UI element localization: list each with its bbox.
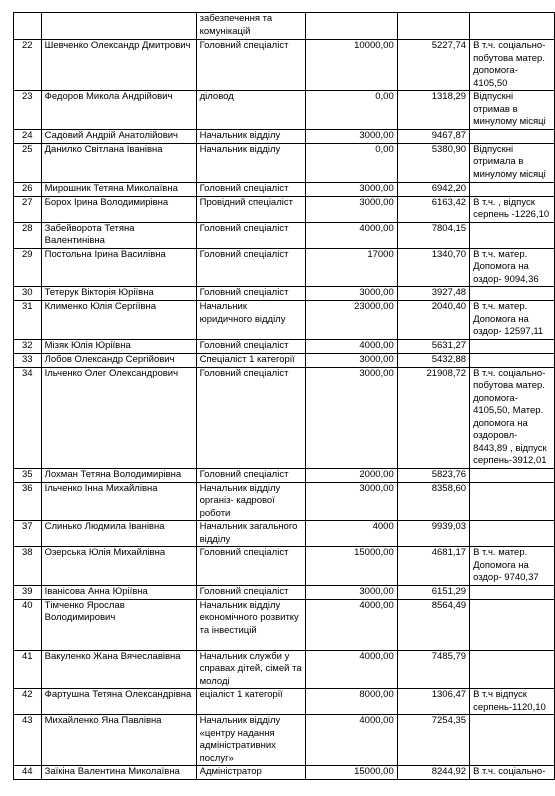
note-cell [470,287,555,301]
amount-b-cell: 5823,76 [397,468,469,482]
position-title-cell: діловод [196,91,305,130]
table-row [14,599,555,650]
row-number-cell: 31 [14,301,42,340]
amount-b-cell: 5432,88 [397,353,469,367]
table-row [14,129,555,143]
position-title-cell: забезпечення та комунікацій [196,13,305,40]
row-number-cell: 40 [14,599,42,650]
table-row [14,689,555,715]
amount-b-cell: 8564,49 [397,599,469,650]
position-title-cell: Начальник юридичного відділу [196,301,305,340]
employee-name-cell: Федоров Микола Андрійович [41,91,196,130]
row-number-cell: 22 [14,40,42,91]
table-row [14,353,555,367]
note-cell [470,599,555,650]
row-number-cell: 32 [14,339,42,353]
note-cell: В т.ч. соціально-побутова матер. допомога- 4105,50, Матер. допомога на оздоровл- 8443,89 , відпуск серпень-3912,01 [470,367,555,468]
table-row [14,287,555,301]
note-cell [470,222,555,248]
amount-b-cell: 1318,29 [397,91,469,130]
position-title-cell: Головний спеціаліст [196,222,305,248]
amount-a-cell: 15000,00 [305,766,397,780]
amount-b-cell: 21908,72 [397,367,469,468]
position-title-cell: еціаліст 1 категорії [196,689,305,715]
position-title-cell: Головний спеціаліст [196,339,305,353]
row-number-cell: 42 [14,689,42,715]
amount-a-cell: 3000,00 [305,287,397,301]
amount-a-cell: 4000,00 [305,599,397,650]
employee-name-cell: Заїкіна Валентина Миколаївна [41,766,196,780]
employee-name-cell [41,13,196,40]
amount-b-cell: 6163,42 [397,196,469,222]
row-number-cell: 39 [14,585,42,599]
row-number-cell: 23 [14,91,42,130]
row-number-cell: 27 [14,196,42,222]
amount-a-cell: 23000,00 [305,301,397,340]
employee-name-cell: Фартушна Тетяна Олександрівна [41,689,196,715]
note-cell: В т.ч. матер. Допомога на оздор- 9094,36 [470,248,555,287]
employee-name-cell: Тімченко Ярослав Володимирович [41,599,196,650]
position-title-cell: Начальник служби у справах дітей, сімей та молоді [196,650,305,689]
amount-a-cell: 4000,00 [305,715,397,766]
amount-a-cell: 3000,00 [305,585,397,599]
amount-a-cell [305,13,397,40]
amount-b-cell: 6151,29 [397,585,469,599]
table-row [14,196,555,222]
amount-a-cell: 2000,00 [305,468,397,482]
table-row [14,715,555,766]
amount-a-cell: 0,00 [305,91,397,130]
table-row [14,40,555,91]
amount-a-cell: 10000,00 [305,40,397,91]
employee-name-cell: Мирошник Тетяна Миколаївна [41,182,196,196]
note-cell [470,339,555,353]
employee-name-cell: Данилко Світлана Іванівна [41,143,196,182]
table-row [14,650,555,689]
row-number-cell: 37 [14,521,42,547]
amount-a-cell: 3000,00 [305,353,397,367]
employee-name-cell: Ільченко Олег Олександрович [41,367,196,468]
row-number-cell: 28 [14,222,42,248]
position-title-cell: Головний спеціаліст [196,287,305,301]
employee-name-cell: Озерська Юлія Михайлівна [41,547,196,586]
table-row [14,468,555,482]
employee-name-cell: Михайленко Яна Павлівна [41,715,196,766]
amount-a-cell: 3000,00 [305,367,397,468]
amount-a-cell: 17000 [305,248,397,287]
note-cell [470,129,555,143]
row-number-cell: 41 [14,650,42,689]
table-row [14,301,555,340]
amount-a-cell: 4000,00 [305,339,397,353]
row-number-cell: 24 [14,129,42,143]
employee-name-cell: Садовий Андрій Анатолійович [41,129,196,143]
amount-b-cell: 1340,70 [397,248,469,287]
note-cell: В т.ч. матер. Допомога на оздор- 12597,11 [470,301,555,340]
row-number-cell: 43 [14,715,42,766]
note-cell: В т.ч. матер. Допомога на оздор- 9740,37 [470,547,555,586]
amount-b-cell: 1306,47 [397,689,469,715]
row-number-cell [14,13,42,40]
table-row [14,182,555,196]
amount-b-cell [397,13,469,40]
employee-name-cell: Слинько Людмила Іванівна [41,521,196,547]
amount-a-cell: 8000,00 [305,689,397,715]
note-cell [470,182,555,196]
amount-a-cell: 15000,00 [305,547,397,586]
row-number-cell: 36 [14,482,42,521]
row-number-cell: 35 [14,468,42,482]
amount-b-cell: 7254,35 [397,715,469,766]
salary-table [13,12,555,780]
employee-name-cell: Лохман Тетяна Володимирівна [41,468,196,482]
employee-name-cell: Вакуленко Жана Вячеславівна [41,650,196,689]
employee-name-cell: Іванісова Анна Юріївна [41,585,196,599]
position-title-cell: Головний спеціаліст [196,40,305,91]
amount-b-cell: 2040,40 [397,301,469,340]
position-title-cell: Головний спеціаліст [196,367,305,468]
table-row [14,222,555,248]
table-row [14,143,555,182]
position-title-cell: Головний спеціаліст [196,182,305,196]
row-number-cell: 26 [14,182,42,196]
note-cell [470,521,555,547]
amount-a-cell: 3000,00 [305,482,397,521]
position-title-cell: Начальник відділу [196,143,305,182]
note-cell: В т.ч. соціально-побутова матер. допомога- 4105,50 [470,40,555,91]
note-cell: В т.ч. , відпуск серпень -1226,10 [470,196,555,222]
amount-a-cell: 4000 [305,521,397,547]
row-number-cell: 38 [14,547,42,586]
position-title-cell: Начальник відділу [196,129,305,143]
note-cell [470,353,555,367]
table-row [14,339,555,353]
table-row [14,547,555,586]
row-number-cell: 44 [14,766,42,780]
note-cell [470,650,555,689]
employee-name-cell: Борох Ірина Володимирівна [41,196,196,222]
note-cell: Відпускні отримала в минулому місяці [470,143,555,182]
amount-b-cell: 8358,60 [397,482,469,521]
note-cell: Відпускні отримав в минулому місяці [470,91,555,130]
table-row [14,248,555,287]
amount-b-cell: 6942,20 [397,182,469,196]
position-title-cell: Начальник загального відділу [196,521,305,547]
row-number-cell: 33 [14,353,42,367]
amount-b-cell: 4681,17 [397,547,469,586]
amount-a-cell: 3000,00 [305,129,397,143]
note-cell [470,13,555,40]
amount-b-cell: 5227,74 [397,40,469,91]
position-title-cell: Начальник відділу організ- кадрової роботи [196,482,305,521]
note-cell [470,482,555,521]
salary-table-body [14,13,555,780]
amount-b-cell: 9467,87 [397,129,469,143]
employee-name-cell: Лобов Олександр Сергійович [41,353,196,367]
position-title-cell: Начальник відділу економічного розвитку та інвестицій [196,599,305,650]
table-row [14,482,555,521]
position-title-cell: Начальник відділу «центру надання адміністративних послуг» [196,715,305,766]
row-number-cell: 30 [14,287,42,301]
position-title-cell: Головний спеціаліст [196,547,305,586]
employee-name-cell: Ільченко Інна Михайлівна [41,482,196,521]
employee-name-cell: Клименко Юлія Сергіївна [41,301,196,340]
amount-a-cell: 0,00 [305,143,397,182]
amount-b-cell: 8244,92 [397,766,469,780]
table-row [14,91,555,130]
position-title-cell: Провідний спеціаліст [196,196,305,222]
note-cell: В т.ч відпуск серпень-1120,10 [470,689,555,715]
amount-a-cell: 4000,00 [305,650,397,689]
amount-a-cell: 3000,00 [305,182,397,196]
note-cell [470,468,555,482]
note-cell: В т.ч. соціально- [470,766,555,780]
position-title-cell: Адміністратор [196,766,305,780]
position-title-cell: Головний спеціаліст [196,585,305,599]
table-row [14,766,555,780]
table-row [14,585,555,599]
row-number-cell: 29 [14,248,42,287]
amount-b-cell: 7485,79 [397,650,469,689]
amount-b-cell: 5631,27 [397,339,469,353]
row-number-cell: 34 [14,367,42,468]
employee-name-cell: Забейворота Тетяна Валентинівна [41,222,196,248]
amount-a-cell: 4000,00 [305,222,397,248]
table-row [14,521,555,547]
employee-name-cell: Постольна Ірина Василівна [41,248,196,287]
table-row [14,367,555,468]
note-cell [470,585,555,599]
amount-a-cell: 3000,00 [305,196,397,222]
position-title-cell: Головний спеціаліст [196,248,305,287]
position-title-cell: Головний спеціаліст [196,468,305,482]
amount-b-cell: 9939,03 [397,521,469,547]
employee-name-cell: Мізяк Юлія Юріївна [41,339,196,353]
row-number-cell: 25 [14,143,42,182]
employee-name-cell: Тетерук Вікторія Юріївна [41,287,196,301]
employee-name-cell: Шевченко Олександр Дмитрович [41,40,196,91]
note-cell [470,715,555,766]
amount-b-cell: 7804,15 [397,222,469,248]
amount-b-cell: 3927,48 [397,287,469,301]
position-title-cell: Спеціаліст 1 категорії [196,353,305,367]
amount-b-cell: 5380,90 [397,143,469,182]
table-row [14,13,555,40]
